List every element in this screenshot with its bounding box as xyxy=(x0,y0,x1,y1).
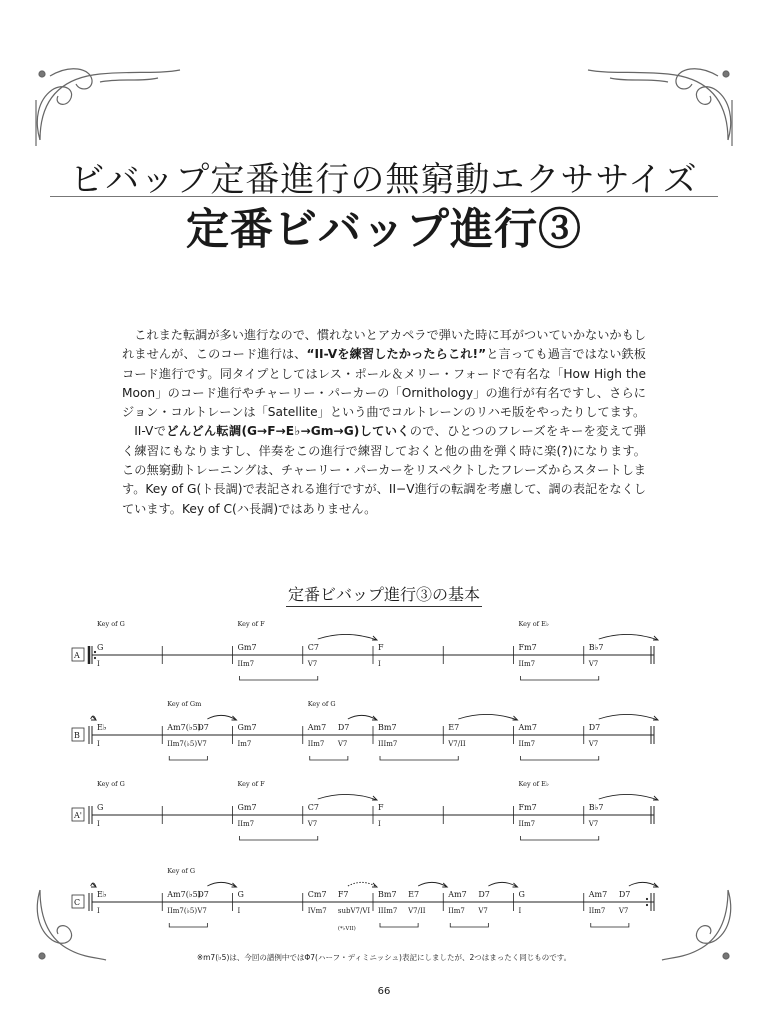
degree-symbol: V7 xyxy=(197,740,207,748)
resolution-arrow xyxy=(629,882,658,887)
chord-symbol: Fm7 xyxy=(518,643,537,652)
degree-symbol: V7 xyxy=(337,740,348,748)
degree-symbol: V7 xyxy=(197,907,207,915)
degree-symbol: Im7 xyxy=(237,740,252,748)
section-label: A xyxy=(74,651,80,660)
degree-symbol: I xyxy=(518,907,522,915)
progression-bracket xyxy=(169,923,207,927)
footnote: ※m7(♭5)は、今回の譜例中ではΦ7(ハーフ・ディミニッシュ)表記にしましたが、2つはまったく同じものです。 xyxy=(196,953,572,962)
degree-symbol: V7 xyxy=(478,907,488,915)
resolution-arrow xyxy=(318,634,377,640)
chord-symbol: C7 xyxy=(307,803,319,812)
section-title: 定番ビバップ進行③の基本 xyxy=(0,582,768,605)
chord-symbol: E7 xyxy=(448,723,460,732)
degree-note: (*♭VII) xyxy=(337,926,356,932)
page-subtitle: ビバップ定番進行の無窮動エクササイズ xyxy=(70,160,698,200)
degree-symbol: IIm7 xyxy=(518,820,536,828)
progression-bracket xyxy=(310,756,348,760)
chord-symbol: E♭ xyxy=(97,723,107,732)
progression-bracket xyxy=(591,923,629,927)
page-title: 定番ビバップ進行③ xyxy=(186,205,582,255)
chord-symbol: E♭ xyxy=(97,890,107,899)
degree-symbol: V7 xyxy=(307,820,318,828)
chord-symbol: Am7(♭5) xyxy=(167,723,201,732)
paragraph-2: II-Vでどんどん転調(G→F→E♭→Gm→G)していくので、ひとつのフレーズをキーを変えて弾く練習にもなりますし、伴奏をこの進行で練習しておくと他の曲を弾く時に楽(?)になります。この無窮動トレーニングは、チャーリー・パーカーをリスペクトしたフレーズからスタートします。Key of G(ト長調)で表記される進行ですが、II−V進行の転調を考慮して、調の表記をなくしています。Key of C(ハ長調)ではありません。 xyxy=(122,424,646,516)
degree-symbol: IIm7 xyxy=(307,740,325,748)
chord-symbol: F xyxy=(378,803,384,812)
chord-symbol: F xyxy=(378,643,384,652)
chord-symbol: D7 xyxy=(337,723,350,732)
chord-symbol: D7 xyxy=(478,890,490,899)
degree-symbol: IIm7 xyxy=(588,907,606,915)
repeat-dot xyxy=(94,657,96,659)
degree-symbol: V7 xyxy=(588,820,599,828)
degree-symbol: IVm7 xyxy=(307,907,327,915)
section-label: A' xyxy=(74,811,82,820)
key-label: Key of G xyxy=(307,700,336,708)
ornament-top-left xyxy=(30,60,190,150)
chord-symbol: Gm7 xyxy=(237,803,257,812)
key-label: Key of E♭ xyxy=(518,620,549,628)
repeat-dot xyxy=(646,898,648,900)
section-label: C xyxy=(74,898,81,907)
chord-symbol: Cm7 xyxy=(307,890,327,899)
degree-symbol: V7 xyxy=(618,907,629,915)
chord-symbol: Am7 xyxy=(588,890,608,899)
progression-bracket xyxy=(521,756,599,760)
resolution-arrow xyxy=(418,882,447,887)
arrow-head xyxy=(372,883,377,887)
resolution-arrow xyxy=(207,882,236,887)
chord-symbol: Fm7 xyxy=(518,803,537,812)
chord-symbol: E7 xyxy=(408,890,420,899)
key-label: Key of Gm xyxy=(167,700,202,708)
chord-symbol: F7 xyxy=(337,890,349,899)
degree-symbol: IIm7(♭5) xyxy=(167,907,198,915)
chord-symbol: D7 xyxy=(197,890,209,899)
resolution-arrow xyxy=(348,882,377,887)
progression-bracket xyxy=(521,676,599,680)
progression-bracket xyxy=(240,836,318,840)
degree-symbol: IIm7 xyxy=(237,660,255,668)
degree-symbol: subV7/VI xyxy=(337,907,371,915)
degree-symbol: IIm7 xyxy=(237,820,255,828)
resolution-arrow xyxy=(318,794,377,800)
chord-symbol: Am7 xyxy=(448,890,467,899)
progression-bracket xyxy=(169,756,207,760)
chord-symbol: G xyxy=(97,643,104,652)
key-label: Key of G xyxy=(97,780,125,788)
page-number: 66 xyxy=(377,986,391,997)
degree-symbol: I xyxy=(378,820,381,828)
emphasis-1: “II-Vを練習したかったらこれ!” xyxy=(306,347,487,362)
degree-symbol: IIm7 xyxy=(448,907,465,915)
chord-symbol: Gm7 xyxy=(237,643,257,652)
degree-symbol: I xyxy=(97,740,100,748)
key-label: Key of E♭ xyxy=(518,780,549,788)
degree-symbol: IIIm7 xyxy=(378,740,398,748)
body-text xyxy=(122,326,646,519)
repeat-dot xyxy=(94,651,96,653)
degree-symbol: V7/II xyxy=(448,740,466,748)
degree-symbol: I xyxy=(378,660,381,668)
chord-symbol: D7 xyxy=(618,890,631,899)
degree-symbol: I xyxy=(237,907,241,915)
key-label: Key of G xyxy=(97,620,125,628)
degree-symbol: V7 xyxy=(588,740,599,748)
chord-symbol: B♭7 xyxy=(588,643,604,652)
degree-symbol: V7 xyxy=(588,660,599,668)
chord-symbol: Am7(♭5) xyxy=(167,890,201,899)
progression-bracket xyxy=(521,836,599,840)
key-label: Key of F xyxy=(237,620,265,628)
chord-symbol: Bm7 xyxy=(378,890,397,899)
progression-bracket xyxy=(450,923,488,927)
progression-bracket xyxy=(380,923,418,927)
degree-symbol: V7 xyxy=(307,660,318,668)
resolution-arrow xyxy=(599,714,658,720)
progression-bracket xyxy=(240,676,318,680)
chord-symbol: D7 xyxy=(197,723,209,732)
degree-symbol: IIm7 xyxy=(518,660,536,668)
chord-symbol: G xyxy=(518,890,525,899)
resolution-arrow xyxy=(488,882,517,887)
chord-symbol: Am7 xyxy=(518,723,537,732)
chord-symbol: G xyxy=(237,890,244,899)
paragraph-1: これまた転調が多い進行なので、慣れないとアカペラで弾いた時に耳がついていかないかもしれませんが、このコード進行は、“II-Vを練習したかったらこれ!”と言っても過言ではない鉄板コード進行です。同タイプとしてはレス・ポール＆メリー・フォードで有名な「How High the Moon」のコード進行やチャーリー・パーカーの「Ornithology」の進行が有名ですし、さらにジョン・コルトレーンは「Satellite」という曲でコルトレーンのリハモ版をやったりしてます。 xyxy=(122,328,646,420)
degree-symbol: IIm7(♭5) xyxy=(167,740,198,748)
resolution-arrow xyxy=(599,634,658,640)
chord-symbol: D7 xyxy=(588,723,601,732)
repeat-dot xyxy=(646,904,648,906)
degree-symbol: IIIm7 xyxy=(378,907,398,915)
chord-chart xyxy=(0,620,768,950)
emphasis-2: どんどん転調(G→F→E♭→Gm→G)していく xyxy=(166,424,410,439)
resolution-arrow xyxy=(458,714,517,720)
chord-symbol: C7 xyxy=(307,643,319,652)
chord-symbol: B♭7 xyxy=(588,803,604,812)
chord-symbol: G xyxy=(97,803,104,812)
degree-symbol: I xyxy=(97,820,100,828)
resolution-arrow xyxy=(599,794,658,800)
progression-bracket xyxy=(380,756,458,760)
chord-symbol: Am7 xyxy=(307,723,327,732)
chord-symbol: Bm7 xyxy=(378,723,397,732)
chord-symbol: Gm7 xyxy=(237,723,257,732)
key-label: Key of F xyxy=(237,780,265,788)
resolution-arrow xyxy=(207,715,236,720)
degree-symbol: V7/II xyxy=(408,907,426,915)
section-label: B xyxy=(74,731,80,740)
degree-symbol: IIm7 xyxy=(518,740,536,748)
ornament-top-right xyxy=(578,60,738,150)
degree-symbol: I xyxy=(97,660,100,668)
key-label: Key of G xyxy=(167,867,196,875)
resolution-arrow xyxy=(348,715,377,720)
degree-symbol: I xyxy=(97,907,100,915)
